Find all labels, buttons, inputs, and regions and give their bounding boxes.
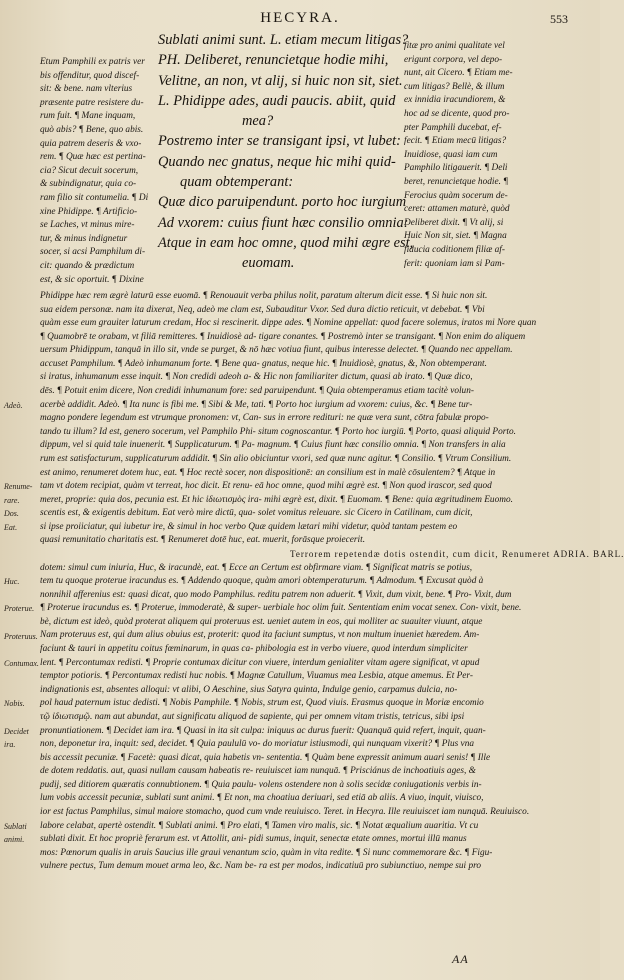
verse-line: Atque in eam hoc omne, quod mihi ægre est, [158, 234, 414, 251]
commentary-line: bis accessit pecuniæ. ¶ Facetè: quasi dicat, quia habetis vn- sententia. ¶ Quàm bene expressit animum auari senis! ¶ Ille [40, 752, 491, 763]
commentary-line: Huic Non sit, siet. ¶ Magna [404, 231, 507, 242]
commentary-line: sublati dixit. Et hoc propriè ferarum est. vt Attollit, ani- pidi sumus, inquit, senectæ etate omnes, mortui illū manus [40, 834, 467, 845]
margin-note: ira. [4, 740, 16, 750]
commentary-line: quasi remunitatio charitatis est. ¶ Renumeret dotē huc, eat. muerit, forāsque proiecerit. [40, 535, 366, 546]
commentary-line: non, deponetur ira, inquit: sed, decidet. ¶ Quia paululū vo- do moriatur istiusmodi, qui nunquam vixerit? ¶ Plus vna [40, 739, 474, 750]
commentary-line: mos: Pœnorum qualis in aruis Saucius ille graui venantum scio, quàm in vita redite. ¶ Si nunc commemorare &c. ¶ Figu- [40, 847, 493, 858]
margin-note: animi. [4, 835, 25, 845]
commentary-line: & subindignatur, quia co- [40, 179, 137, 190]
margin-note: Eat. [4, 522, 18, 532]
commentary-line: acerbè addidit. Adeò. ¶ Ita nunc is fibi me. ¶ Sibi & Me, tati. ¶ Porto hoc iurgium ad vxorem: cuius, &c. ¶ Bene tur- [40, 399, 473, 410]
commentary-line: si iratus, inhumanum esse inquit. ¶ Non credidi adeoh a- & Hic non familiariter dictum, quasi ab irato. ¶ Quæ dico, [40, 372, 473, 383]
commentary-line: scentis est, & exigentis debitum. Eat verò mire dictū, qua- solet vomitus releuare. sic Cicero in Catilinam, cum dicit, [40, 508, 473, 519]
commentary-line: bè, dictum est ideò, quòd proterat aliquem qui proteruus est. ueniet autem in eos, qui molliter ac suauiter viuunt, atque [40, 616, 483, 627]
verse-line: Postremo inter se transigant ipsi, vt lubet: [158, 133, 401, 150]
commentary-line: vulnere pectus, Tum demum mouet arma leo, &c. Nam be- ra est per modos, indicatiuū pro subiunctiuo, nempe sui pro [40, 861, 482, 872]
commentary-line: nonnihil afferenius est: quasi dicat, quo modo Pamphilus. reditu patrem non aduerit. ¶ Vixit, dum vixit, bene. ¶ Pro- Vixit, dum [40, 589, 512, 600]
commentary-line: sit: & bene. nam vlterius [40, 84, 133, 95]
commentary-line: lent. ¶ Percontumax redisti. ¶ Proprie contumax dicitur con viuere, interdum genialiter vitam agere significat, vt apud [40, 657, 480, 668]
commentary-line: pol haud paternum istuc dedisti. ¶ Nobis Pamphile. ¶ Nobis, strum est, Quod viuis. Erasmus quoque in Moriæ encomio [40, 698, 484, 709]
commentary-line: tando tu illum? Id est, genero socerum, vel Pamphilo Phi- situm cognoscantur. ¶ Porto hoc iurgiū. ¶ Porto, quasi aliquid Porto. [40, 426, 516, 437]
commentary-line: pudij, sed ditiorem quæratis connubtionem. ¶ Quia paulu- volens ostendere non à solis secidæ coniugationis verbis in- [40, 779, 482, 790]
commentary-line: cia? Sicut decuit socerum, [40, 165, 139, 176]
margin-note: Proterue. [4, 604, 35, 614]
commentary-line: Pamphilo litigauerit. ¶ Deli [404, 163, 508, 174]
verse-line: PH. Deliberet, renuncietque hodie mihi, [158, 52, 389, 69]
commentary-line: ex innidia iracundiorem, & [404, 95, 506, 106]
commentary-line: faciunt & tauri in appetitu coitus fœminarum, in quas ca- phibologia est in verbo viuere, quod interdum simpliciter [40, 644, 468, 655]
commentary-line: cum litigas? Bellè, & illum [404, 81, 505, 92]
running-head: HECYRA. [260, 10, 340, 26]
verse-line: Quando nec gnatus, neque hic mihi quid- [158, 153, 396, 170]
commentary-line: ¶ Quamobrē te orabam, vt filiā remitteres. ¶ Inuidiosè ad- tigare conantes. ¶ Postremò inter se transigant. ¶ Non enim do aliquem [40, 331, 526, 342]
commentary-line: beret, renuncietque hodie. ¶ [404, 176, 509, 187]
margin-note: Adeò. [4, 400, 23, 410]
margin-note: Decidet [4, 726, 29, 736]
commentator-heading: Terrorem repetendæ dotis ostendit, cum dicit, Renumeret ADRIA. BARL. [290, 548, 624, 559]
margin-note: Proteruus. [4, 631, 38, 641]
commentary-line: temptor potioris. ¶ Percontumax redisti huc nobis. ¶ Magnæ Catullum, Viuamus mea Lesbia, atque amemus. Et Per- [40, 671, 473, 682]
commentary-line: lum vobis accessit pecuniæ, sublati sunt animi. ¶ Et non, ma choatiua deriuari, sed etiā ab aliis. A viuo, inquit, viuisco, [40, 793, 484, 804]
commentary-line: meret, proprie: quia dos, pecunia est. Et hic ἰδιωτισμὸς ira- mihi ægrè est, dixit. ¶ Euomam. ¶ Bene: quia ægritudinem Euomo. [40, 494, 513, 505]
commentary-line: nunt, ait Cicero. ¶ Etiam me- [404, 68, 513, 79]
margin-note: Dos. [4, 509, 19, 519]
full-width-commentary [40, 290, 624, 874]
commentary-line: fitæ pro animi qualitate vel [404, 41, 505, 51]
verse-line: Velitne, an non, vt alij, si huic non sit, siet. [158, 72, 403, 89]
commentary-line: ior est factus Pamphilus, simul maiore stomacho, quod cum vnde reuiuisco. Teret. in Hecyra. Ille reuiuiscet iam nunquā. Reuiuisco. [40, 806, 530, 817]
commentary-line: dēs. ¶ Potuit enim dicere, Non credidi inhumanum fore: sed paruipendunt. ¶ Quia obtemperamus etiam tacitè volun- [40, 386, 474, 397]
commentary-line: rum est satisfacturum, supplicaturum addidit. ¶ Sin alio obiciuntur vxori, sed quæ nunc agitur. ¶ Consilio. ¶ Vtrum Consilium. [40, 453, 512, 464]
commentary-line: pter Pamphili ducebat, ef- [404, 122, 502, 133]
commentary-line: uersum Phidippum, tanquā in illo sit, vnde se purget, & nō hæc votiua fiunt, quibus interesse delectet. ¶ Quando nec appellam. [40, 345, 513, 356]
commentary-line: erigunt corpora, vel depo- [404, 54, 503, 65]
commentary-line: Inuidiose, quasi iam cum [404, 149, 498, 160]
commentary-line: quàm esse eum grauiter laturum credam, Hoc si rescinerit. dippe ades. ¶ Nomine appellat: quod facere solemus, iratos mi Nore quan [40, 318, 537, 329]
commentary-line: dippum, vel si quid tale inuenerit. ¶ Supplicaturum. ¶ Pa- magnum. ¶ Cuius fiunt hæc consilio omnia. ¶ Non transfers in alia [40, 440, 506, 451]
commentary-line: se Laches, vt minus mire- [40, 220, 135, 231]
margin-note: Nobis. [4, 699, 25, 709]
right-commentary-column [404, 40, 562, 271]
commentary-line: tam vt dotem recipiat, quàm vt terreat, hoc dicit. Et renu- eā hoc omne, quod mihi ægrè est. ¶ Non quod irascor, sed quod [40, 481, 492, 492]
commentary-line: pronuntiationem. ¶ Decidet iam ira. ¶ Quasi in ita sit culpa: iniquus ac durus fuerit: Quanquā quid refert, inquit, quan- [40, 725, 486, 736]
signature-mark: AA [452, 952, 469, 966]
verse-line: L. Phidippe ades, audi paucis. abiit, quid [158, 92, 396, 109]
commentary-line: Phidippe hæc rem ægrè laturū esse euomā. ¶ Renouauit verba philus nolit, paratum alterum dicit esse. ¶ Si huic non sit. [40, 291, 488, 301]
verse-line: quam obtemperant: [180, 174, 294, 191]
commentary-line: rum fuit. ¶ Mane inquam, [40, 111, 136, 122]
commentary-line: Deliberet dixit. ¶ Vt alij, si [404, 217, 504, 228]
margin-note: Huc. [4, 577, 20, 587]
commentary-line: quò abis? ¶ Bene, quo abis. [40, 124, 144, 135]
commentary-line: est animo, renumeret dotem huc, eat. ¶ Hoc rectè socer, non dispositionē: an consilium est in malè cōsulentem? ¶ Atque in [40, 467, 496, 478]
commentary-line: Etum Pamphili ex patris ver [40, 57, 145, 67]
left-commentary-column [40, 56, 152, 287]
commentary-line: Nam proteruus est, qui dum alius obuius est, proterit: quod ita faciunt sumptus, vt non multum inueniet hæredem. Am- [40, 630, 480, 641]
page-number: 553 [550, 12, 568, 26]
verse-line: Sublati animi sunt. L. etiam mecum litigas? [158, 32, 409, 48]
commentary-line: præsente patre resistere du- [40, 97, 144, 108]
commentary-line: si ipse proiiciatur, qui iubetur ire, & simul in hoc verbo Quæ quidem lætari mihi videtur, quòd tantam pestem eo [40, 521, 458, 532]
commentary-line: sua eidem personæ. nam ita dixerat, Neq, adeò me clam est, Subauditur Vxor. Sed dura dictio reticuit, vt debebat. ¶ Vbi [40, 304, 485, 315]
commentary-line: ferit: quoniam iam si Pam- [404, 258, 505, 269]
verse-line: Quæ dico paruipendunt. porto hoc iurgium [158, 194, 407, 211]
commentary-line: fecit. ¶ Etiam mecū litigas? [404, 136, 507, 147]
verse-line: Ad vxorem: cuius fiunt hæc consilio omnia: [158, 214, 409, 231]
commentary-line: ¶ Proterue iracundus es. ¶ Proterue, immoderatè, & super- uerbiale hoc olim fuit. Sententiam enim vocat senex. Con- vixit, bene. [40, 603, 522, 614]
commentary-line: cit: quando & prædictum [40, 260, 135, 271]
commentary-line: fiducia coditionem filiæ af- [404, 244, 505, 255]
commentary-line: dotem: simul cum iniuria, Huc, & iracundè, eat. ¶ Ecce an Certum est obfirmare viam. ¶ Significat matris se potius, [40, 562, 473, 573]
commentary-line: est, & sic oportuit. ¶ Dixine [40, 274, 144, 285]
commentary-line: accuset Pamphilum. ¶ Adeò inhumanum forte. ¶ Bene qua- gnatus, neque hic. ¶ Inuidiosè, gnatus, &, Non obtemperant. [40, 358, 487, 369]
commentary-line: xine Phidippe. ¶ Artificio- [40, 206, 138, 217]
margin-note: Contumax. [4, 658, 39, 668]
play-verse-block [158, 30, 414, 274]
commentary-line: ceret: attamen maturè, quòd [404, 204, 510, 215]
verse-line: mea? [242, 113, 274, 130]
verse-line: euomam. [242, 255, 295, 272]
commentary-line: labore celabat, apertè ostendit. ¶ Sublati animi. ¶ Pro elati, ¶ Tamen viro malis, sic. ¶ Notat æqualium auaritia. Vt cu [40, 820, 479, 831]
commentary-line: bis offenditur, quod discef- [40, 70, 140, 81]
commentary-line: tem tu quoque proterue iracundus es. ¶ Addendo quoque, quàm amori obtemperaturum. ¶ Admodum. ¶ Excusat quòd à [40, 576, 484, 587]
commentary-line: ram filio sit contumelia. ¶ Di [40, 192, 149, 203]
margin-note: rare. [4, 495, 20, 505]
commentary-line: tur, & minus indignetur [40, 233, 128, 244]
commentary-line: magno pondere legendum est vtrumque pronomen: vt, Can- sus in errore redituri: ne quæ vera sunt, cōtra fabulæ propo- [40, 413, 489, 424]
commentary-line: rem. ¶ Quæ hæc est pertina- [40, 152, 146, 163]
margin-note: Renume- [4, 482, 33, 492]
commentary-line: indignationis est, absentes alloqui: vt alibi, O Aeschine, sius Satyra quinta, Indulge genio, carpamus dulcia, no- [40, 684, 458, 695]
commentary-line: socer, si acsi Pamphilum di- [40, 247, 146, 258]
commentary-line: de dotem reddatis. aut, quasi nullam causam habeatis re- reuiuiscet iam nunquā. ¶ Prisciánus de inchoatiuis ages, & [40, 766, 476, 777]
commentary-line: hoc ad se dicente, quod pro- [404, 108, 510, 119]
commentary-line: Ferocius quàm socerum de- [404, 190, 508, 201]
commentary-line: τῷ ἰδιωτισμῷ. nam aut abundat, aut significatu aliquod de sapiente, qui per omnem vitam tristis, tetricus, sibi ipsi [40, 711, 465, 722]
margin-note: Sublati [4, 821, 27, 831]
commentary-line: quia patrem deseris & vxo- [40, 138, 142, 149]
